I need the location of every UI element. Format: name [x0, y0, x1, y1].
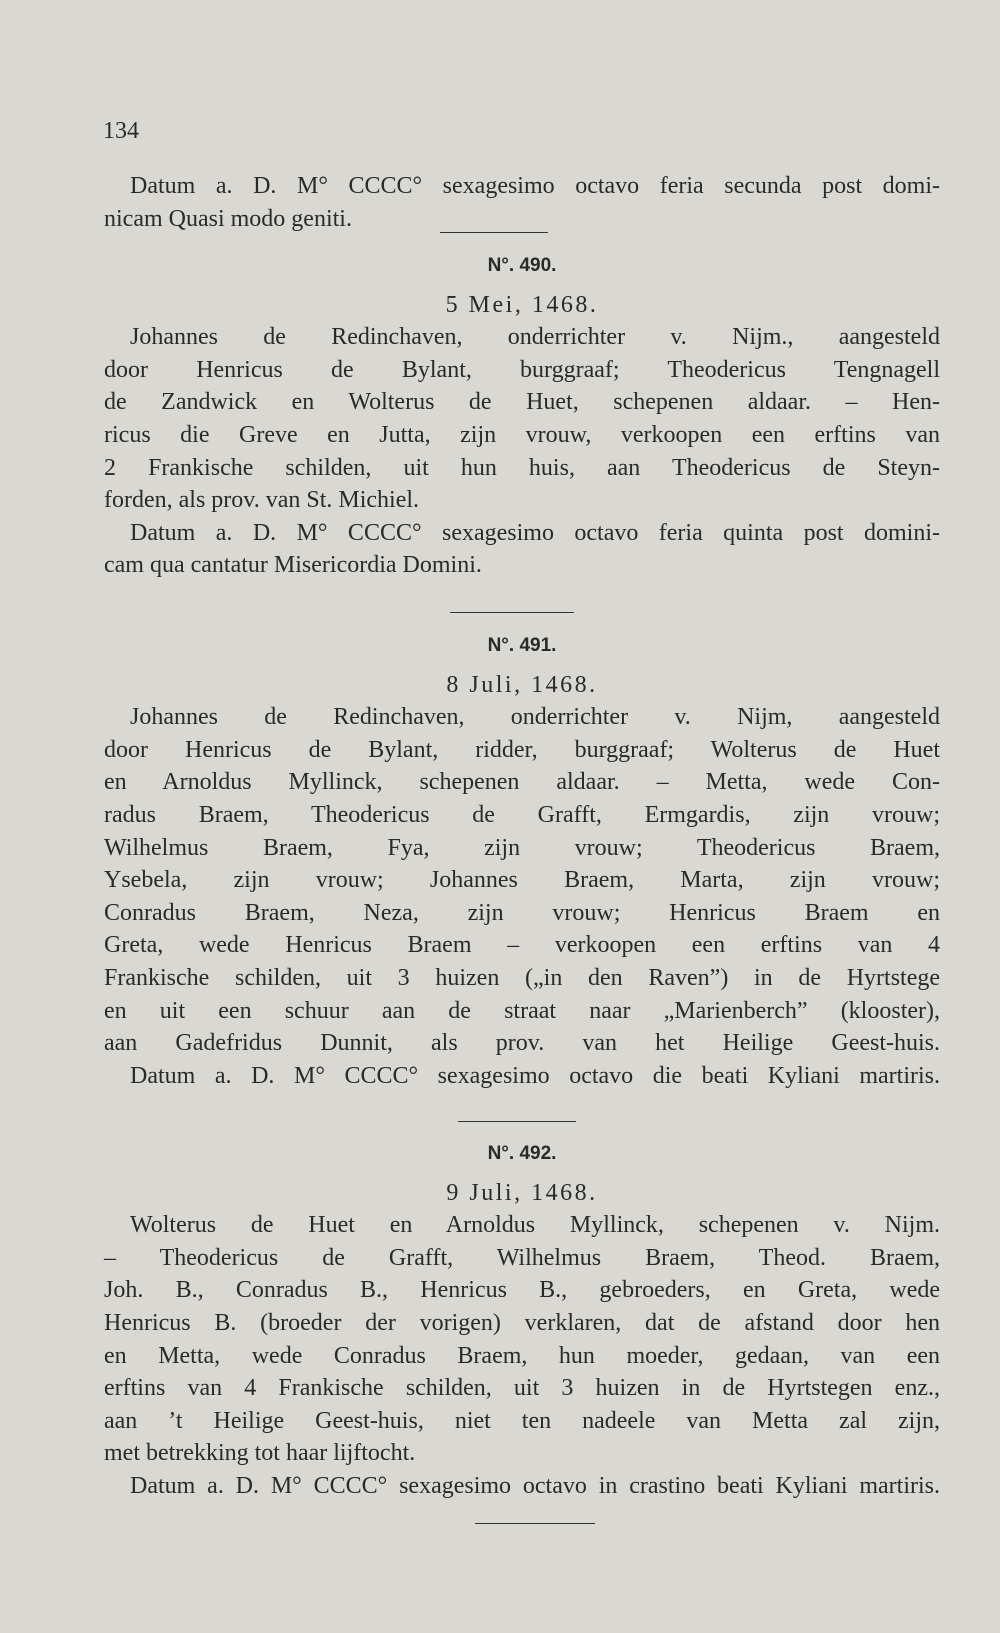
entry-text-line: erftins van 4 Frankische schilden, uit 3 huizen in de Hyrtstegen enz.,: [104, 1375, 940, 1402]
entry-text-line: Johannes de Redinchaven, onderrichter v. Nijm., aangesteld: [130, 324, 940, 351]
entry-date: 8 Juli, 1468.: [446, 671, 598, 698]
datum-line: cam qua cantatur Misericordia Domini.: [104, 552, 482, 579]
entry-text-line: ricus die Greve en Jutta, zijn vrouw, verkoopen een erftins van: [104, 421, 940, 448]
entry-text-line: aan ’t Heilige Geest-huis, niet ten nadeele van Metta zal zijn,: [104, 1407, 940, 1434]
page-number: 134: [103, 118, 139, 144]
datum-line: nicam Quasi modo geniti.: [104, 205, 352, 232]
separator-rule: [458, 1121, 576, 1122]
entry-number: N°. 490.: [487, 255, 557, 276]
entry-date: 9 Juli, 1468.: [446, 1179, 598, 1206]
entry-491: [104, 630, 940, 1092]
entry-text-line: Ysebela, zijn vrouw; Johannes Braem, Marta, zijn vrouw;: [104, 867, 940, 894]
entry-text-line: door Henricus de Bylant, burggraaf; Theodericus Tengnagell: [104, 356, 940, 383]
entry-text-line: met betrekking tot haar lijftocht.: [104, 1440, 416, 1467]
entry-text-line: Greta, wede Henricus Braem – verkoopen een erftins van 4: [104, 932, 940, 959]
entry-text-line: Joh. B., Conradus B., Henricus B., gebroeders, en Greta, wede: [104, 1277, 940, 1304]
entry-text-line: door Henricus de Bylant, ridder, burggraaf; Wolterus de Huet: [104, 736, 940, 763]
entry-492: [104, 1138, 940, 1503]
entry-text-line: Wilhelmus Braem, Fya, zijn vrouw; Theodericus Braem,: [104, 834, 940, 861]
datum-line: Datum a. D. M° CCCC° sexagesimo octavo in crastino beati Kyliani martiris.: [130, 1472, 940, 1499]
separator-rule: [475, 1523, 595, 1524]
entry-text-line: Henricus B. (broeder der vorigen) verklaren, dat de afstand door hen: [104, 1309, 940, 1336]
entry-text-line: Wolterus de Huet en Arnoldus Myllinck, schepenen v. Nijm.: [130, 1212, 940, 1239]
entry-text-line: Frankische schilden, uit 3 huizen („in den Raven”) in de Hyrtstege: [104, 964, 940, 991]
entry-text-line: – Theodericus de Grafft, Wilhelmus Braem, Theod. Braem,: [104, 1244, 940, 1271]
datum-line: Datum a. D. M° CCCC° sexagesimo octavo feria quinta post domini-: [130, 519, 940, 546]
entry-text-line: Johannes de Redinchaven, onderrichter v. Nijm, aangesteld: [130, 704, 940, 731]
entry-text-line: Conradus Braem, Neza, zijn vrouw; Henricus Braem en: [104, 899, 940, 926]
entry-text-line: en uit een schuur aan de straat naar „Marienberch” (klooster),: [104, 997, 940, 1024]
datum-line: Datum a. D. M° CCCC° sexagesimo octavo feria secunda post domi-: [130, 173, 940, 199]
entry-text-line: de Zandwick en Wolterus de Huet, schepenen aldaar. – Hen-: [104, 389, 940, 416]
entry-text-line: forden, als prov. van St. Michiel.: [104, 487, 420, 514]
separator-rule: [440, 232, 548, 233]
entry-text-line: 2 Frankische schilden, uit hun huis, aan Theodericus de Steyn-: [104, 454, 940, 481]
prev-entry: [104, 170, 940, 235]
entry-number: N°. 492.: [487, 1143, 557, 1164]
entry-text-line: radus Braem, Theodericus de Grafft, Ermgardis, zijn vrouw;: [104, 801, 940, 828]
entry-text-line: aan Gadefridus Dunnit, als prov. van het Heilige Geest-huis.: [104, 1030, 940, 1057]
entry-text-line: en Arnoldus Myllinck, schepenen aldaar. – Metta, wede Con-: [104, 769, 940, 796]
separator-rule: [450, 612, 574, 613]
entry-number: N°. 491.: [487, 635, 557, 656]
datum-line: Datum a. D. M° CCCC° sexagesimo octavo die beati Kyliani martiris.: [130, 1062, 940, 1089]
entry-date: 5 Mei, 1468.: [445, 291, 599, 318]
entry-490: [104, 250, 940, 582]
entry-text-line: en Metta, wede Conradus Braem, hun moeder, gedaan, van een: [104, 1342, 940, 1369]
